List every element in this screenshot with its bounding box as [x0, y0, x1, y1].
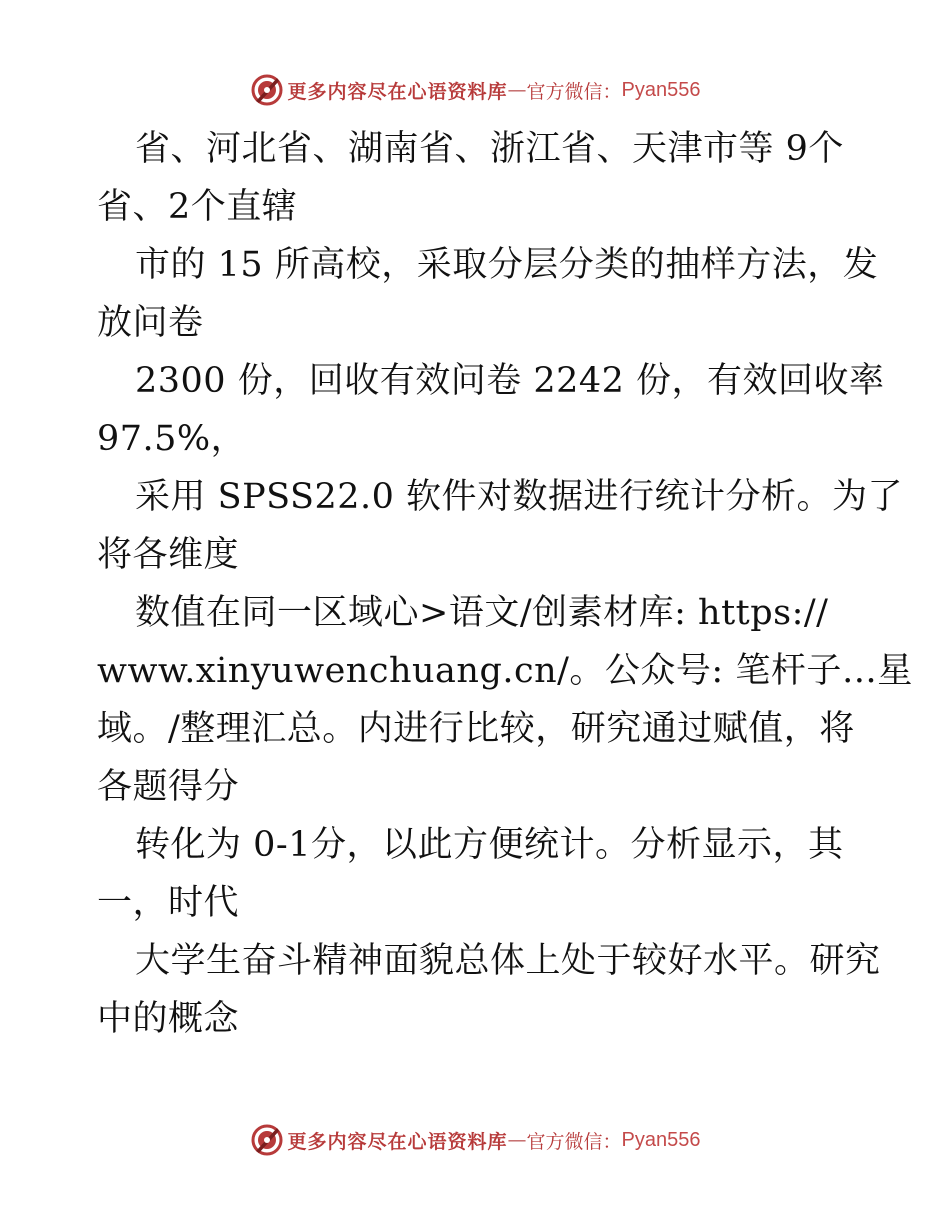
body-text-line: 将各维度	[97, 535, 240, 575]
document-body	[97, 120, 913, 1048]
watermark-dash: —	[507, 1129, 527, 1151]
watermark-wechat-id: Pyan556	[621, 1128, 701, 1151]
body-text-line: 一，时代	[97, 883, 240, 923]
body-text-line: 采用 SPSS22.0 软件对数据进行统计分析。为了	[135, 477, 904, 517]
body-text-line: 大学生奋斗精神面貌总体上处于较好水平。研究	[135, 941, 881, 981]
body-text-line: 数值在同一区域心>语文/创素材库: https://	[135, 593, 829, 633]
body-text-line: 域。/整理汇总。内进行比较，研究通过赋值，将	[97, 709, 855, 749]
body-text-line: 放问卷	[97, 303, 204, 343]
quill-pen-seal-icon	[250, 1123, 284, 1157]
body-text-line: 各题得分	[97, 767, 240, 807]
footer-watermark	[0, 1120, 950, 1160]
body-text-line: 中的概念	[97, 999, 240, 1039]
body-text-line: www.xinyuwenchuang.cn/。公众号: 笔杆子…星	[97, 651, 913, 691]
watermark-official-label: 官方微信：	[526, 1130, 622, 1153]
body-text-line: 省、河北省、湖南省、浙江省、天津市等 9个	[135, 129, 844, 169]
body-text-line: 97.5%，	[97, 419, 247, 459]
header-watermark	[0, 70, 950, 110]
watermark-brand: 更多内容尽在心语资料库	[287, 80, 508, 103]
body-text-line: 市的 15 所高校，采取分层分类的抽样方法，发	[135, 245, 879, 285]
body-text-line: 2300 份，回收有效问卷 2242 份，有效回收率	[135, 361, 885, 401]
quill-pen-seal-icon	[250, 73, 284, 107]
watermark-official-label: 官方微信：	[526, 80, 622, 103]
body-text-line: 转化为 0-1分，以此方便统计。分析显示，其	[135, 825, 844, 865]
watermark-brand: 更多内容尽在心语资料库	[287, 1130, 508, 1153]
watermark-wechat-id: Pyan556	[621, 78, 701, 101]
body-text-line: 省、2个直辖	[97, 187, 298, 227]
watermark-dash: —	[507, 79, 527, 101]
